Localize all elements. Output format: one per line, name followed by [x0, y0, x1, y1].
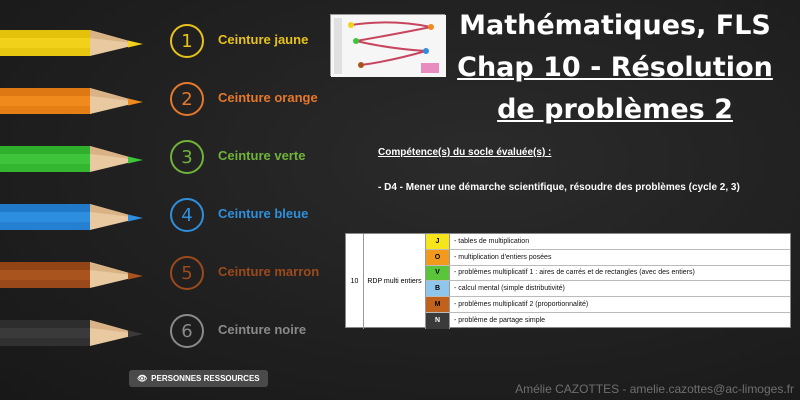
worksheet-thumbnail-graphic — [331, 15, 446, 77]
belt-row — [0, 250, 330, 300]
belt-number: 6 — [170, 314, 204, 348]
competence-heading: Compétence(s) du socle évaluée(s) : — [378, 147, 552, 158]
belt-row — [0, 76, 330, 126]
belt-row — [0, 134, 330, 184]
belt-letter-cell: O — [426, 250, 450, 265]
belt-label: Ceinture verte — [218, 148, 306, 163]
worksheet-thumbnail[interactable] — [330, 14, 445, 76]
belt-label: Ceinture noire — [218, 322, 307, 337]
skill-description: - calcul mental (simple distributivité) — [454, 285, 565, 293]
skill-description: - problème de partage simple — [454, 317, 546, 325]
table-row — [426, 266, 790, 282]
belt-letter-cell: V — [426, 266, 450, 281]
belt-label: Ceinture orange — [218, 90, 318, 105]
table-rows — [426, 234, 790, 329]
table-row — [426, 250, 790, 266]
belt-row — [0, 308, 330, 358]
table-row — [426, 313, 790, 329]
belt-label: Ceinture jaune — [218, 32, 309, 47]
belt-row — [0, 192, 330, 242]
belt-letter-cell: B — [426, 281, 450, 296]
table-row — [426, 234, 790, 250]
eye-icon: 👁 — [137, 374, 148, 383]
table-row — [426, 281, 790, 297]
belt-label: Ceinture marron — [218, 264, 320, 279]
belt-letter-cell: N — [426, 313, 450, 329]
belt-letter-cell: J — [426, 234, 450, 249]
belt-number: 5 — [170, 256, 204, 290]
table-chapter-name: RDP multi entiers — [364, 234, 426, 329]
pencil-icon — [0, 192, 160, 242]
resources-button[interactable] — [129, 370, 268, 387]
page-title-chapter: Chap 10 - Résolution — [457, 52, 773, 83]
belt-number: 2 — [170, 82, 204, 116]
belt-letter-cell: M — [426, 297, 450, 312]
pencil-icon — [0, 134, 160, 184]
skill-description: - multiplication d'entiers posées — [454, 253, 552, 261]
skills-table — [345, 233, 791, 328]
belt-label: Ceinture bleue — [218, 206, 309, 221]
belt-number: 4 — [170, 198, 204, 232]
skill-description: - problèmes multiplicatif 1 : aires de carrés et de rectangles (avec des entiers) — [454, 269, 695, 277]
pencil-icon — [0, 18, 160, 68]
table-chapter-number: 10 — [346, 234, 364, 329]
pencil-icon — [0, 308, 160, 358]
skill-description: - problèmes multiplicatif 2 (proportionnalité) — [454, 301, 589, 309]
page-title-subject: Mathématiques, FLS — [459, 10, 771, 41]
author-credit: Amélie CAZOTTES - amelie.cazottes@ac-limoges.fr — [515, 382, 794, 396]
pencil-icon — [0, 250, 160, 300]
belt-number: 1 — [170, 24, 204, 58]
skill-description: - tables de multiplication — [454, 237, 530, 245]
page-title-chapter-cont: de problèmes 2 — [497, 94, 733, 125]
belt-row — [0, 18, 330, 68]
resources-button-label: PERSONNES RESSOURCES — [151, 374, 260, 383]
belt-number: 3 — [170, 140, 204, 174]
competence-item: - D4 - Mener une démarche scientifique, résoudre des problèmes (cycle 2, 3) — [378, 182, 740, 193]
table-row — [426, 297, 790, 313]
pencil-icon — [0, 76, 160, 126]
